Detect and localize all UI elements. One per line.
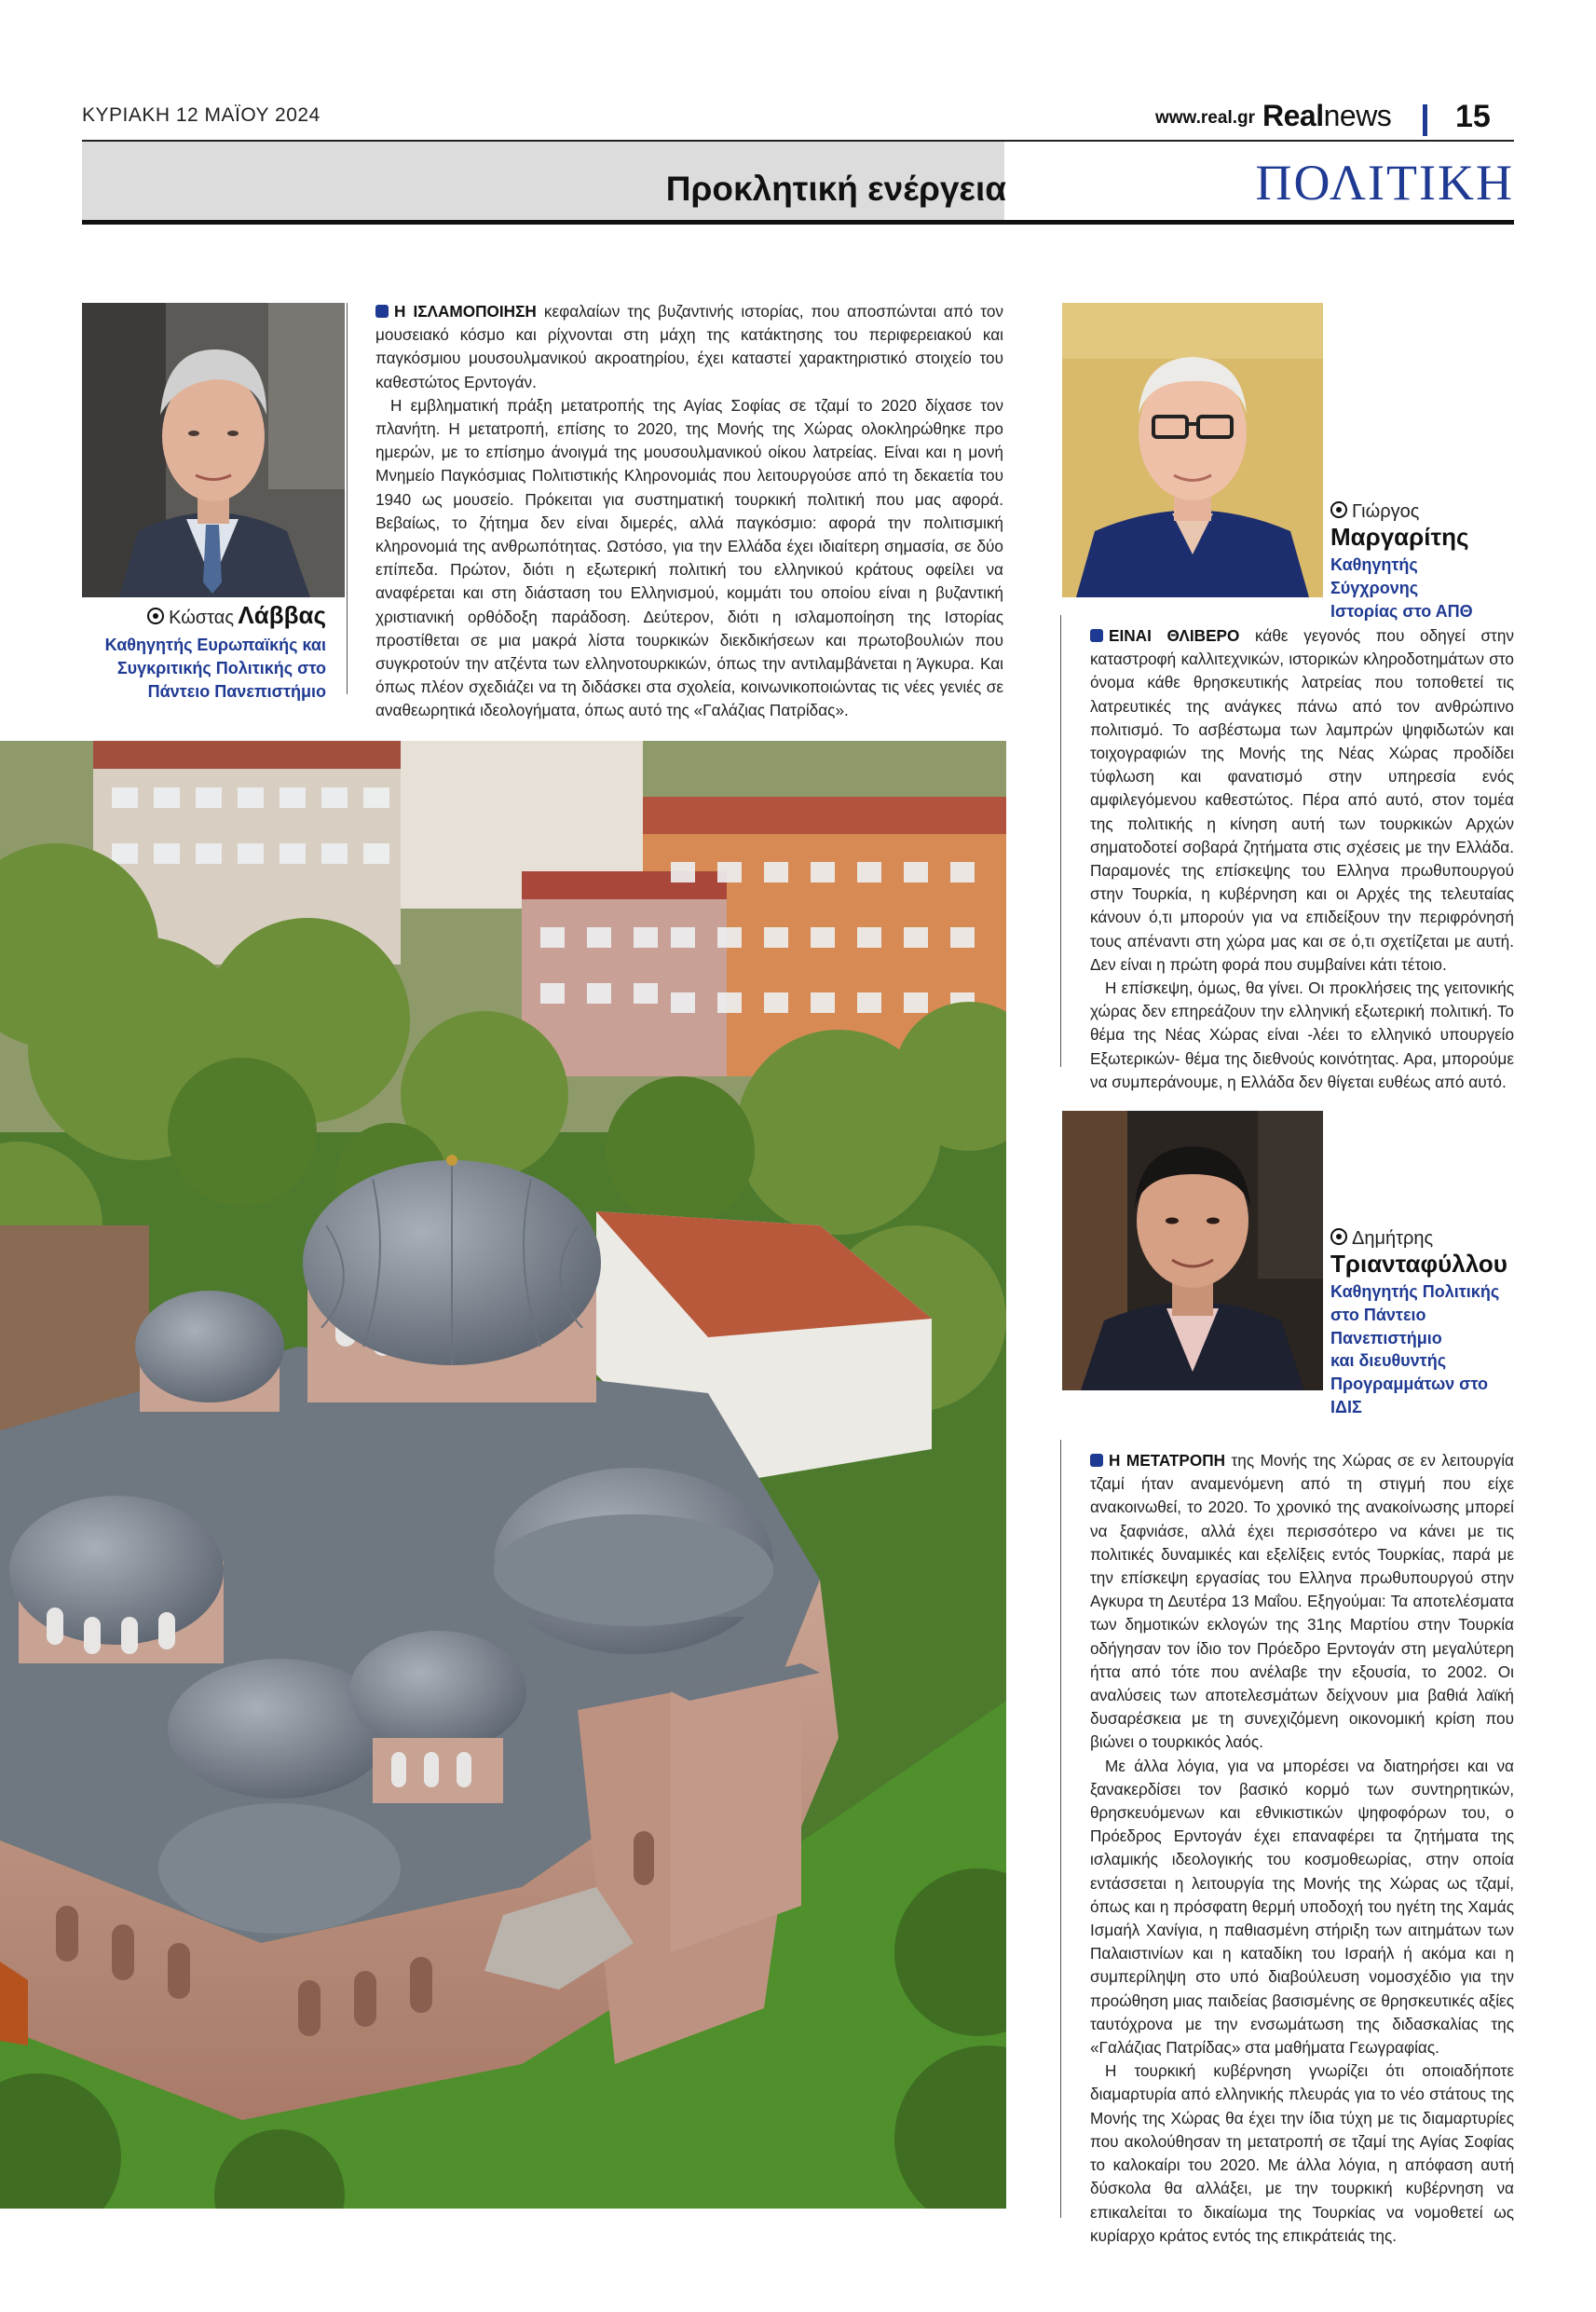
author-photo-triantafyllou — [1062, 1111, 1323, 1390]
paragraph-text: κάθε γεγονός που οδηγεί στην καταστροφή καλλιτεχνικών, ιστορικών κληροδοτημάτων στο όνομα κάθε θρησκευτικής λατρείας που τοποθετεί τις λατρευτικές της ανάγκες πάνω από τον ανθρώπινο πολιτισμό. Το ασβέστωμα των λαμπρών ψηφιδωτών και τοιχογραφιών της Μονής της Νέας Χώρας προδίδει τύφλωση και φανατισμό στην υπηρεσία ενός αμφιλεγόμενου καθεστώτος. Πέρα από αυτό, στον τομέα της πολιτικής η κίνηση αυτή των τουρκικών Αρχών σηματοδοτεί σοβαρά ζητήματα στις σχέσεις με την Ελλάδα. Παραμονές της επίσκεψης του Ελληνα πρωθυπουργού στην Τουρκία, η κυβέρνηση και οι Αρχές της τελευταίας κάνουν ό,τι μπορούν για να επιδείξουν την περιφρόνησή τους απέναντι στη χώρα μας και σε ό,τι σχετίζεται με αυτή. Δεν είναι η πρώτη φορά που συμβαίνει κάτι τέτοιο. — [1090, 626, 1514, 974]
author-first-name: Γιώργος — [1352, 501, 1420, 522]
target-bullet-icon — [1330, 501, 1347, 518]
article-paragraph: Η επίσκεψη, όμως, θα γίνει. Οι προκλήσεις της γειτονικής χώρας δεν επηρεάζουν την ελληνική εξωτερική πολιτική. Το θέμα της Νέας Χώρας είναι -λέει το ελληνικό υπουργείο Εξωτερικών- θέμα της διεθνούς κοινότητας. Αρα, μπορούμε να συμπεράνουμε, η Ελλάδα δεν θίγεται ευθέως από αυτό. — [1090, 978, 1514, 1091]
brand-logo — [1262, 99, 1391, 133]
article-paragraph — [1090, 624, 1514, 977]
article-paragraph: Η εμβληματική πράξη μετατροπής της Αγίας Σοφίας σε τζαμί το 2020 δίχασε τον πλανήτη. Η μετατροπή, επίσης το 2020, της Μονής της Χώρας ολοκληρώθηκε προ ημερών, με το επίσημο άνοιγμά της μουσουλμανικού οίκου λατρείας. Είναι και η μονή Μνημείο Παγκόσμιας Πολιτιστικής Κληρονομιάς που λειτουργούσε από τη δεκαετία του 1940 ως μουσείο. Πρόκειται για συστηματική τουρκική πολιτική που μας αφορά. Βεβαίως, το ζήτημα δεν είναι διμερές, αλλά παγκόσμιο: αφορά την πολιτισμική κληρονομιά της ανθρωπότητας. Ωστόσο, για την Ελλάδα έχει ιδιαίτερη σημασία, σε δύο επίπεδα. Πρώτον, διότι η εξωτερική πολιτική του ελληνικού κράτους οφείλει να αναφέρεται και στη διάσταση του Ελληνισμού, κομμάτι του οποίου είναι η βυζαντική χριστιανική ορθόδοξη παράδοση. Δεύτερον, διότι η ισλαμοποίηση της Ιστορίας προστίθεται σε μια μακρά λίστα τουρκικών διεκδικήσεων και πρωτοβουλιών που συγκροτούν την ατζέντα των ελληνοτουρκικών, όπως την αντιλαμβάνεται η Άγκυρα. Και όπως πλέον σχεδιάζει να τη διδάσκει στα σχολεία, κοινωνικοποιώντας τις νέες γενιές σε αναθεωρητικά ιδεολογήματα, όπως αυτό της «Γαλάζιας Πατρίδας». — [375, 395, 1003, 720]
article-paragraph: Η τουρκική κυβέρνηση γνωρίζει ότι οποιαδήποτε διαμαρτυρία από ελληνικής πλευράς για το νέο στάτους της Μονής της Χώρας θα έχει την ίδια τύχη με τις διαμαρτυρίες που ακολούθησαν τη μετατροπή σε τζαμί της Αγίας Σοφίας το καλοκαίρι του 2020. Με άλλα λόγια, η απόφαση αυτή δύσκολα θα αλλάξει, με την τουρκική κυβέρνηση να επικαλείται το δικαίωμα της Τουρκίας να νομοθετεί ως κυρίαρχο κράτος εντός της επικράτειάς της. — [1090, 2061, 1514, 2245]
target-bullet-icon — [1330, 1228, 1347, 1245]
author-last-name: Λάββας — [238, 601, 326, 629]
author-margaritis — [1330, 501, 1504, 622]
author-role-line: και διευθυντής — [1330, 1351, 1447, 1371]
author-role-line: Καθηγητής Σύγχρονης — [1330, 555, 1419, 597]
article-paragraph — [1090, 1449, 1514, 1755]
author-last-name: Τριανταφύλλου — [1330, 1250, 1507, 1278]
author-role-line: Ιστορίας στο ΑΠΘ — [1330, 601, 1473, 621]
target-bullet-icon — [147, 608, 164, 624]
author-role-line: Πάντειο Πανεπιστήμιο — [147, 681, 326, 701]
page-number: 15 — [1455, 99, 1491, 134]
author-lavvas — [82, 601, 326, 703]
square-bullet-icon — [1090, 629, 1103, 642]
chora-monastery-photo — [0, 741, 1006, 2209]
paragraph-text: της Μονής της Χώρας σε εν λειτουργία τζαμί ήταν αναμενόμενη από τη στιγμή που είχε ανακοινωθεί, το 2020. Το χρονικό της ανακοίνωσης μπορεί να ξαφνιάσε, αλλά έχει περισσότερο να κάνει με τις πολιτικές δυναμικές και εξελίξεις εντός Τουρκίας, παρά με την επίσκεψη εργασίας του Ελληνα πρωθυπουργού στην Αγκυρα τη Δευτέρα 13 Μαΐου. Εξηγούμαι: Τα αποτελέσματα των δημοτικών εκλογών της 31ης Μαρτίου στην Τουρκία οδήγησαν τον ίδιο τον Πρόεδρο Ερντογάν στη μεγαλύτερη ήττα από τότε που ανέλαβε την εξουσία, το 2002. Οι αναλύσεις των αποτελεσμάτων δείχνουν μια βαθιά λαϊκή δυσαρέσκεια με τη συνεχιζόμενη οικονομική κρίση που βιώνει ο τουρκικός λαός. — [1090, 1451, 1514, 1752]
page-title: Προκλητική ενέργεια — [665, 170, 1006, 208]
article-lavvas — [375, 300, 1003, 723]
author-role-line: Προγραμμάτων στο ΙΔΙΣ — [1330, 1375, 1489, 1417]
column-divider — [347, 303, 348, 694]
column-divider — [1060, 615, 1061, 1067]
author-triantafyllou — [1330, 1228, 1517, 1419]
title-rule — [82, 220, 1514, 225]
article-triantafyllou — [1090, 1449, 1514, 2248]
article-kicker: ΕΙΝΑΙ ΘΛΙΒΕΡΟ — [1109, 626, 1240, 645]
header-separator — [1423, 104, 1427, 136]
author-photo-margaritis — [1062, 303, 1323, 597]
issue-date: ΚΥΡΙΑΚΗ 12 ΜΑΪΟΥ 2024 — [82, 104, 321, 126]
paragraph-text: κεφαλαίων της βυζαντινής ιστορίας, που αποσπώνται από τον μουσειακό κόσμο και ρίχνονται στη μάχη της κατάκτησης του περιφερειακού και παγκόσμιου μουσουλμανικού ακροατηρίου, έχει καταστεί χαρακτηριστικό στοιχείο του καθεστώτος Ερντογάν. — [375, 302, 1003, 391]
article-paragraph — [375, 300, 1003, 394]
brand-light: news — [1323, 99, 1392, 132]
brand-bold: Real — [1262, 99, 1324, 132]
column-divider — [1060, 1440, 1061, 2218]
author-role-line: Καθηγητής Πολιτικής — [1330, 1282, 1500, 1301]
author-role-line: στο Πάντειο — [1330, 1305, 1426, 1324]
article-kicker: Η ΙΣΛΑΜΟΠΟΙΗΣΗ — [394, 302, 537, 321]
section-name: ΠΟΛΙΤΙΚΗ — [1255, 155, 1514, 211]
author-first-name: Δημήτρης — [1352, 1228, 1434, 1249]
author-photo-lavvas — [82, 303, 345, 597]
square-bullet-icon — [375, 305, 389, 318]
site-url[interactable]: www.real.gr — [1155, 108, 1255, 128]
author-role-line: Καθηγητής Ευρωπαϊκής και — [104, 636, 326, 654]
article-margaritis — [1090, 624, 1514, 1094]
article-kicker: Η ΜΕΤΑΤΡΟΠΗ — [1109, 1451, 1226, 1470]
author-role-line: Συγκριτικής Πολιτικής στο — [116, 658, 326, 677]
square-bullet-icon — [1090, 1454, 1103, 1467]
author-role-line: Πανεπιστήμιο — [1330, 1328, 1442, 1348]
author-first-name: Κώστας — [169, 608, 234, 628]
article-paragraph: Με άλλα λόγια, για να μπορέσει να διατηρήσει και να ξανακερδίσει τον βασικό κορμό των συντηρητικών, θρησκευόμενων και εθνικιστικών ψηφοφόρων του, ο Πρόεδρος Ερντογάν έχει επαναφέρει τα ζητήματα της ισλαμικής ιδεολογικής του κοσμοθεωρίας, στην οποία εντάσσεται η λειτουργία της Μονής της Χώρας ως τζαμί, όπως και η πρόσφατη θερμή υποδοχή του ηγέτη της Χαμάς Ισμαήλ Χανίγια, η παθιασμένη στήριξη των αιτημάτων των Παλαιστινίων και η καταδίκη του Ισραήλ ή ακόμα και η συμπερίληψη στο υπό διαβούλευση νομοσχέδιο για την προώθηση μιας παιδείας βασισμένης σε θρησκευτικές αξίες ταυτόχρονα με την ενσωμάτωση της διδασκαλίας της «Γαλάζιας Πατρίδας» στα μαθήματα Γεωγραφίας. — [1090, 1756, 1514, 2058]
author-last-name: Μαργαρίτης — [1330, 523, 1469, 551]
